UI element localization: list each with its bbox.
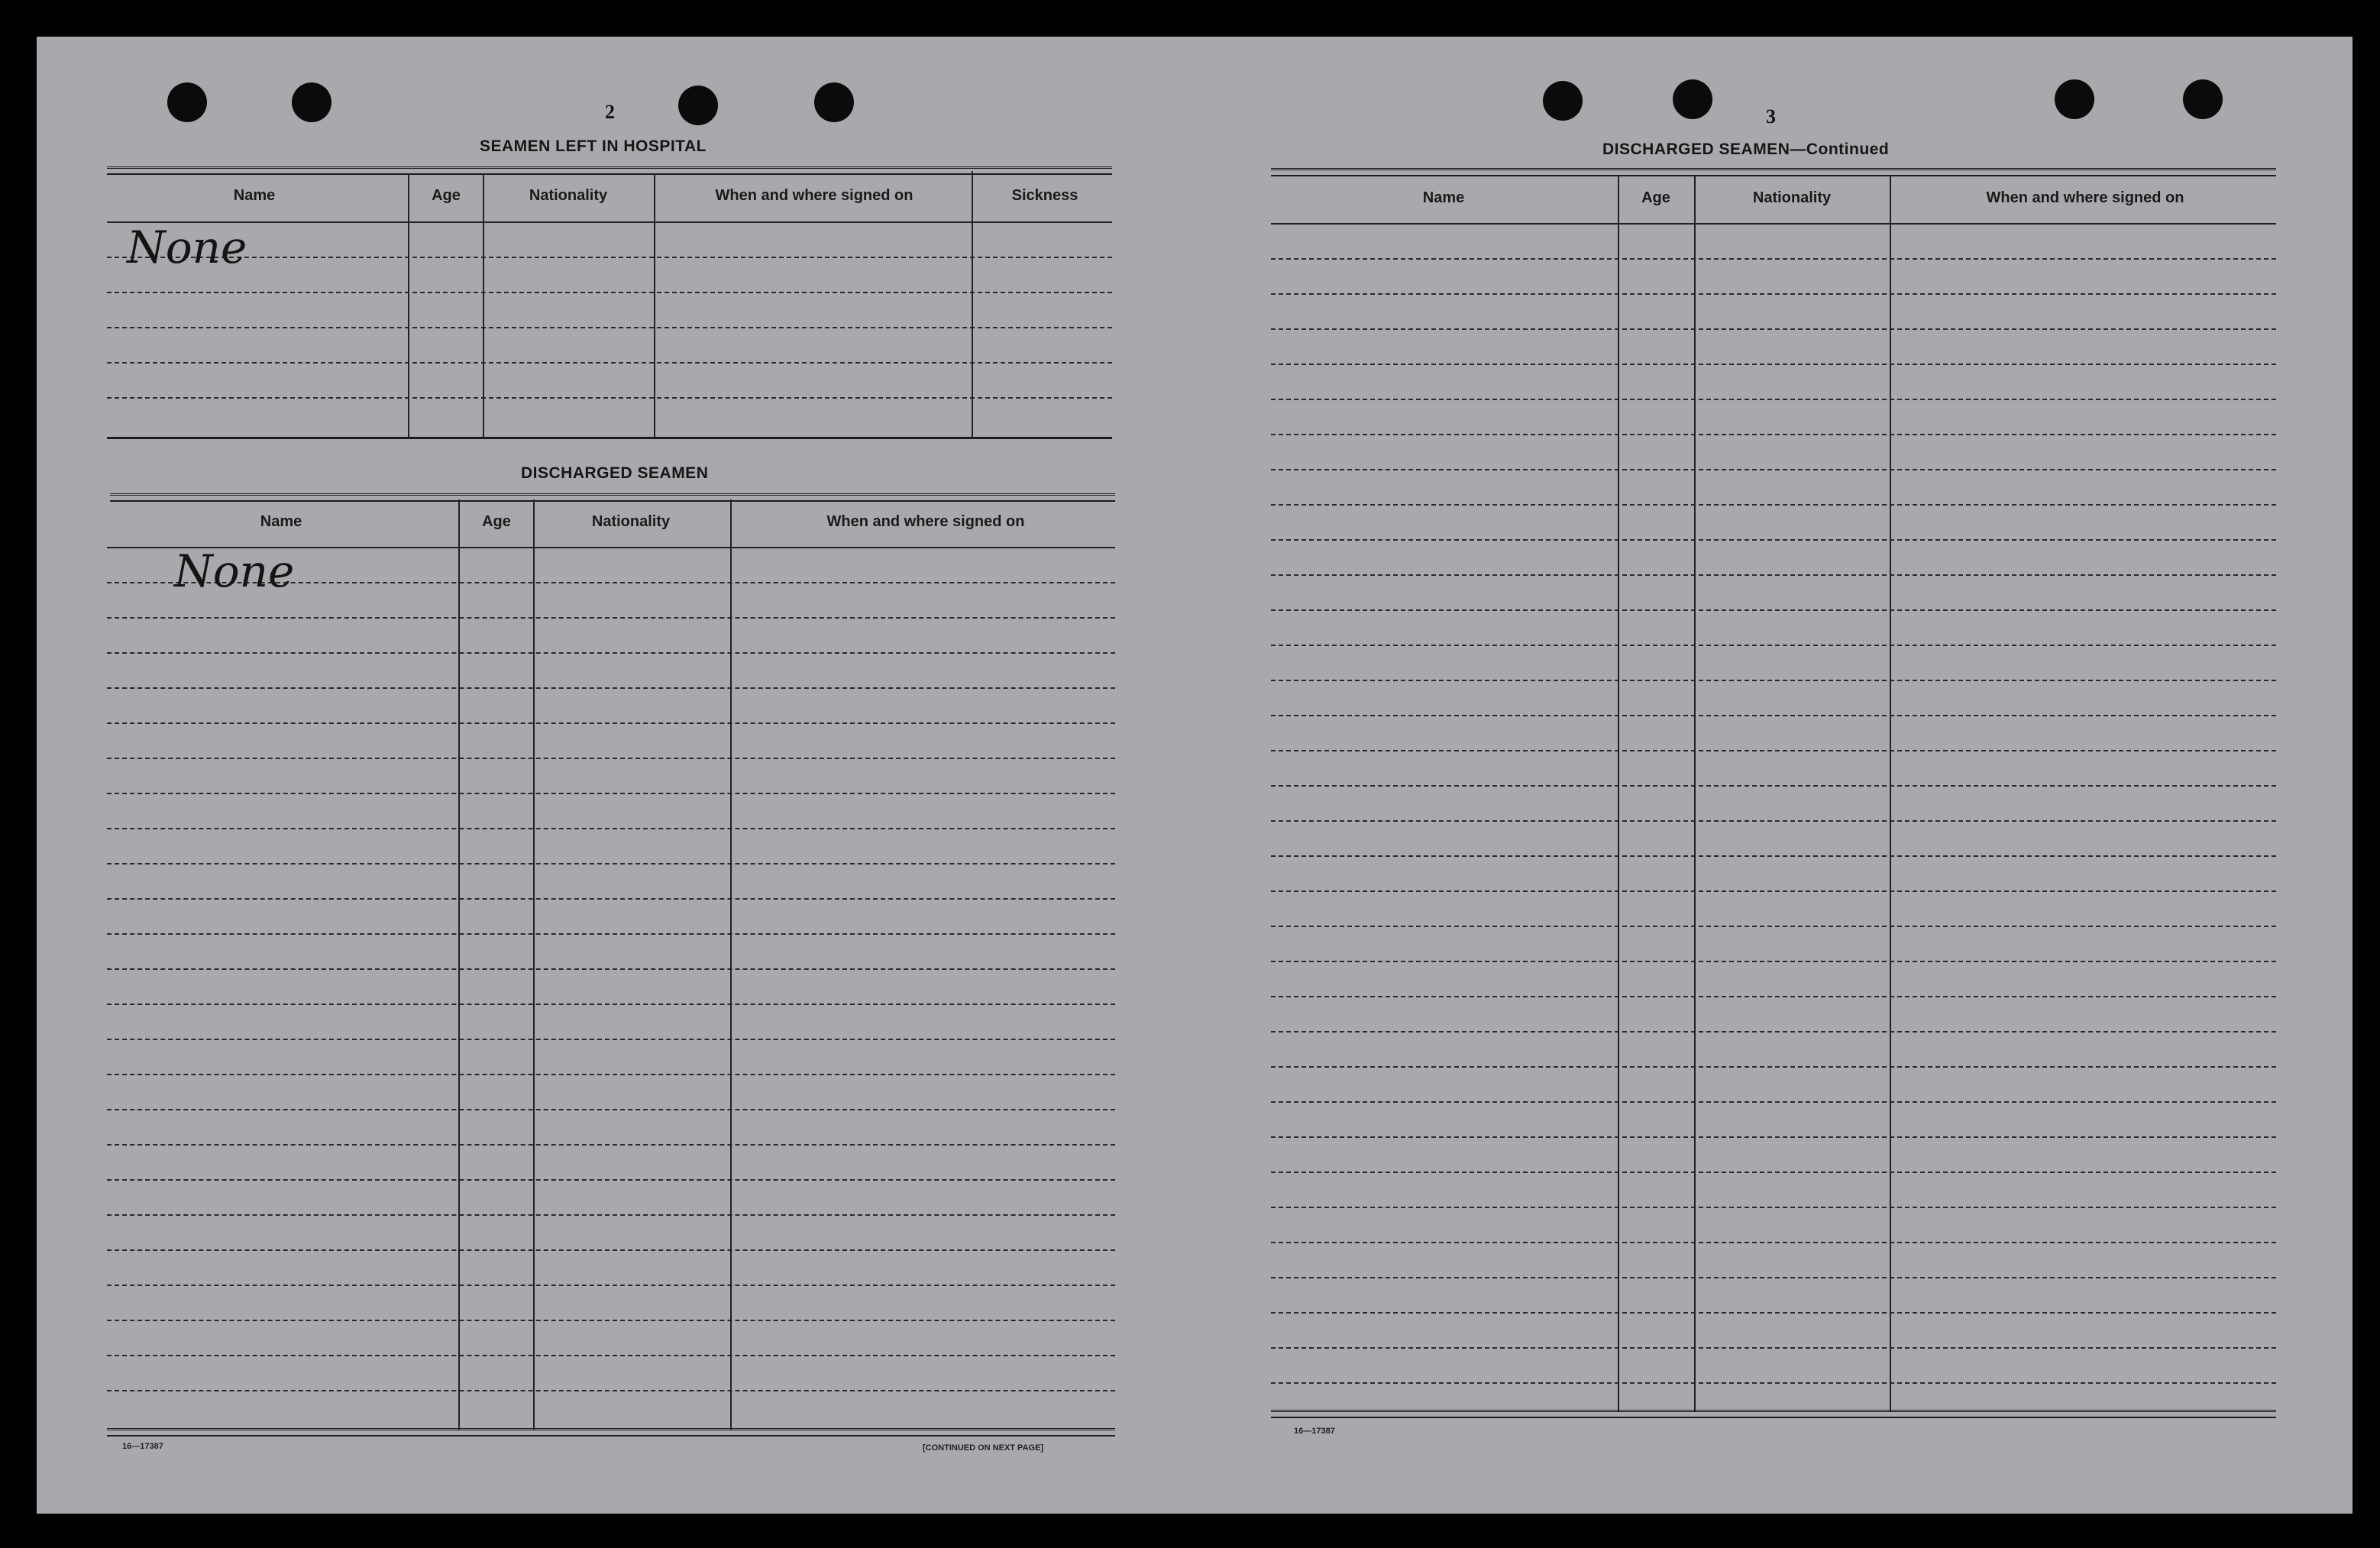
continued-row-line — [1271, 715, 2276, 716]
discharged-row-line — [107, 1109, 1115, 1110]
hospital-col-signed-on: When and where signed on — [715, 187, 914, 204]
continued-row-line — [1271, 1066, 2276, 1068]
continued-row-line — [1271, 328, 2276, 330]
continued-row-line — [1271, 855, 2276, 857]
punch-hole — [1543, 81, 1583, 121]
hospital-col-divider — [972, 171, 973, 437]
discharged-row-line — [107, 968, 1115, 970]
continued-row-line — [1271, 926, 2276, 927]
punch-hole — [292, 82, 331, 122]
hospital-col-age: Age — [432, 187, 461, 204]
hospital-header-rule — [107, 221, 1112, 223]
discharged-row-line — [107, 933, 1115, 935]
discharged-col-nationality: Nationality — [591, 513, 671, 530]
discharged-col-signed-on: When and where signed on — [826, 513, 1025, 530]
continued-row-line — [1271, 890, 2276, 892]
continued-row-line — [1271, 1277, 2276, 1278]
continued-col-divider — [1890, 176, 1891, 1411]
continued-col-divider — [1694, 176, 1696, 1411]
hospital-row-line — [107, 327, 1112, 328]
page-number-left: 2 — [605, 101, 615, 123]
continued-row-line — [1271, 434, 2276, 435]
hospital-entry-handwritten: None — [127, 221, 247, 273]
hospital-row-line — [107, 257, 1112, 258]
punch-hole — [814, 82, 854, 122]
discharged-row-line — [107, 617, 1115, 619]
discharged-col-divider — [458, 499, 460, 1430]
discharged-row-line — [107, 1039, 1115, 1040]
discharged-row-line — [107, 1355, 1115, 1356]
continued-col-name: Name — [1422, 189, 1465, 206]
continued-row-line — [1271, 680, 2276, 681]
continued-row-line — [1271, 996, 2276, 997]
hospital-col-divider — [408, 174, 409, 437]
continued-row-line — [1271, 1312, 2276, 1314]
continued-table-top-rule — [1271, 168, 2276, 176]
discharged-row-line — [107, 793, 1115, 794]
discharged-continued-title: DISCHARGED SEAMEN—Continued — [1602, 141, 1890, 158]
continued-row-line — [1271, 820, 2276, 822]
continued-row-line — [1271, 1382, 2276, 1384]
discharged-row-line — [107, 1179, 1115, 1181]
hospital-col-divider — [483, 174, 484, 437]
continued-col-signed-on: When and where signed on — [1986, 189, 2184, 206]
form-number-left: 16—17387 — [122, 1442, 163, 1451]
discharged-row-line — [107, 1390, 1115, 1391]
continued-col-divider — [1618, 176, 1619, 1411]
discharged-col-name: Name — [260, 513, 302, 530]
continued-note: [CONTINUED ON NEXT PAGE] — [923, 1443, 1044, 1453]
discharged-row-line — [107, 1074, 1115, 1075]
punch-hole — [2055, 79, 2094, 119]
continued-row-line — [1271, 469, 2276, 470]
discharged-row-line — [107, 1003, 1115, 1005]
continued-row-line — [1271, 258, 2276, 260]
hospital-col-sickness: Sickness — [1011, 187, 1078, 204]
continued-table-bottom-rule — [1271, 1410, 2276, 1418]
discharged-section-title: DISCHARGED SEAMEN — [521, 464, 709, 482]
continued-row-line — [1271, 609, 2276, 611]
hospital-table-bottom-rule — [107, 437, 1112, 439]
continued-row-line — [1271, 364, 2276, 365]
hospital-col-divider — [654, 174, 655, 437]
discharged-table-top-rule — [110, 493, 1115, 502]
discharged-row-line — [107, 652, 1115, 654]
continued-col-nationality: Nationality — [1752, 189, 1832, 206]
form-number-right: 16—17387 — [1294, 1427, 1335, 1436]
discharged-row-line — [107, 1285, 1115, 1286]
continued-row-line — [1271, 645, 2276, 646]
continued-row-line — [1271, 1347, 2276, 1349]
continued-row-line — [1271, 293, 2276, 295]
continued-row-line — [1271, 1242, 2276, 1243]
discharged-row-line — [107, 1144, 1115, 1146]
continued-row-line — [1271, 1136, 2276, 1138]
punch-hole — [1673, 79, 1712, 119]
punch-hole — [678, 86, 718, 125]
hospital-section-title: SEAMEN LEFT IN HOSPITAL — [480, 137, 707, 155]
discharged-col-age: Age — [482, 513, 511, 530]
discharged-row-line — [107, 863, 1115, 864]
hospital-col-nationality: Nationality — [529, 187, 608, 204]
hospital-col-name: Name — [233, 187, 276, 204]
discharged-row-line — [107, 1214, 1115, 1216]
hospital-table-top-rule — [107, 166, 1112, 175]
punch-hole — [167, 82, 207, 122]
discharged-table-bottom-rule — [107, 1428, 1115, 1437]
continued-row-line — [1271, 1207, 2276, 1208]
discharged-row-line — [107, 828, 1115, 829]
continued-row-line — [1271, 504, 2276, 506]
discharged-col-divider — [730, 499, 732, 1430]
continued-row-line — [1271, 961, 2276, 962]
continued-row-line — [1271, 574, 2276, 576]
discharged-row-line — [107, 1320, 1115, 1321]
continued-row-line — [1271, 785, 2276, 787]
continued-row-line — [1271, 1172, 2276, 1173]
page-number-right: 3 — [1766, 105, 1776, 128]
discharged-row-line — [107, 898, 1115, 900]
discharged-row-line — [107, 722, 1115, 724]
continued-row-line — [1271, 399, 2276, 400]
continued-row-line — [1271, 1031, 2276, 1033]
continued-row-line — [1271, 539, 2276, 541]
discharged-row-line — [107, 687, 1115, 689]
discharged-entry-handwritten: None — [174, 545, 295, 597]
continued-row-line — [1271, 750, 2276, 751]
hospital-row-line — [107, 397, 1112, 399]
hospital-row-line — [107, 292, 1112, 293]
discharged-row-line — [107, 1249, 1115, 1251]
discharged-row-line — [107, 758, 1115, 759]
continued-row-line — [1271, 1101, 2276, 1103]
continued-col-age: Age — [1641, 189, 1670, 206]
punch-hole — [2183, 79, 2223, 119]
discharged-col-divider — [533, 499, 535, 1430]
hospital-row-line — [107, 362, 1112, 364]
continued-header-rule — [1271, 223, 2276, 225]
